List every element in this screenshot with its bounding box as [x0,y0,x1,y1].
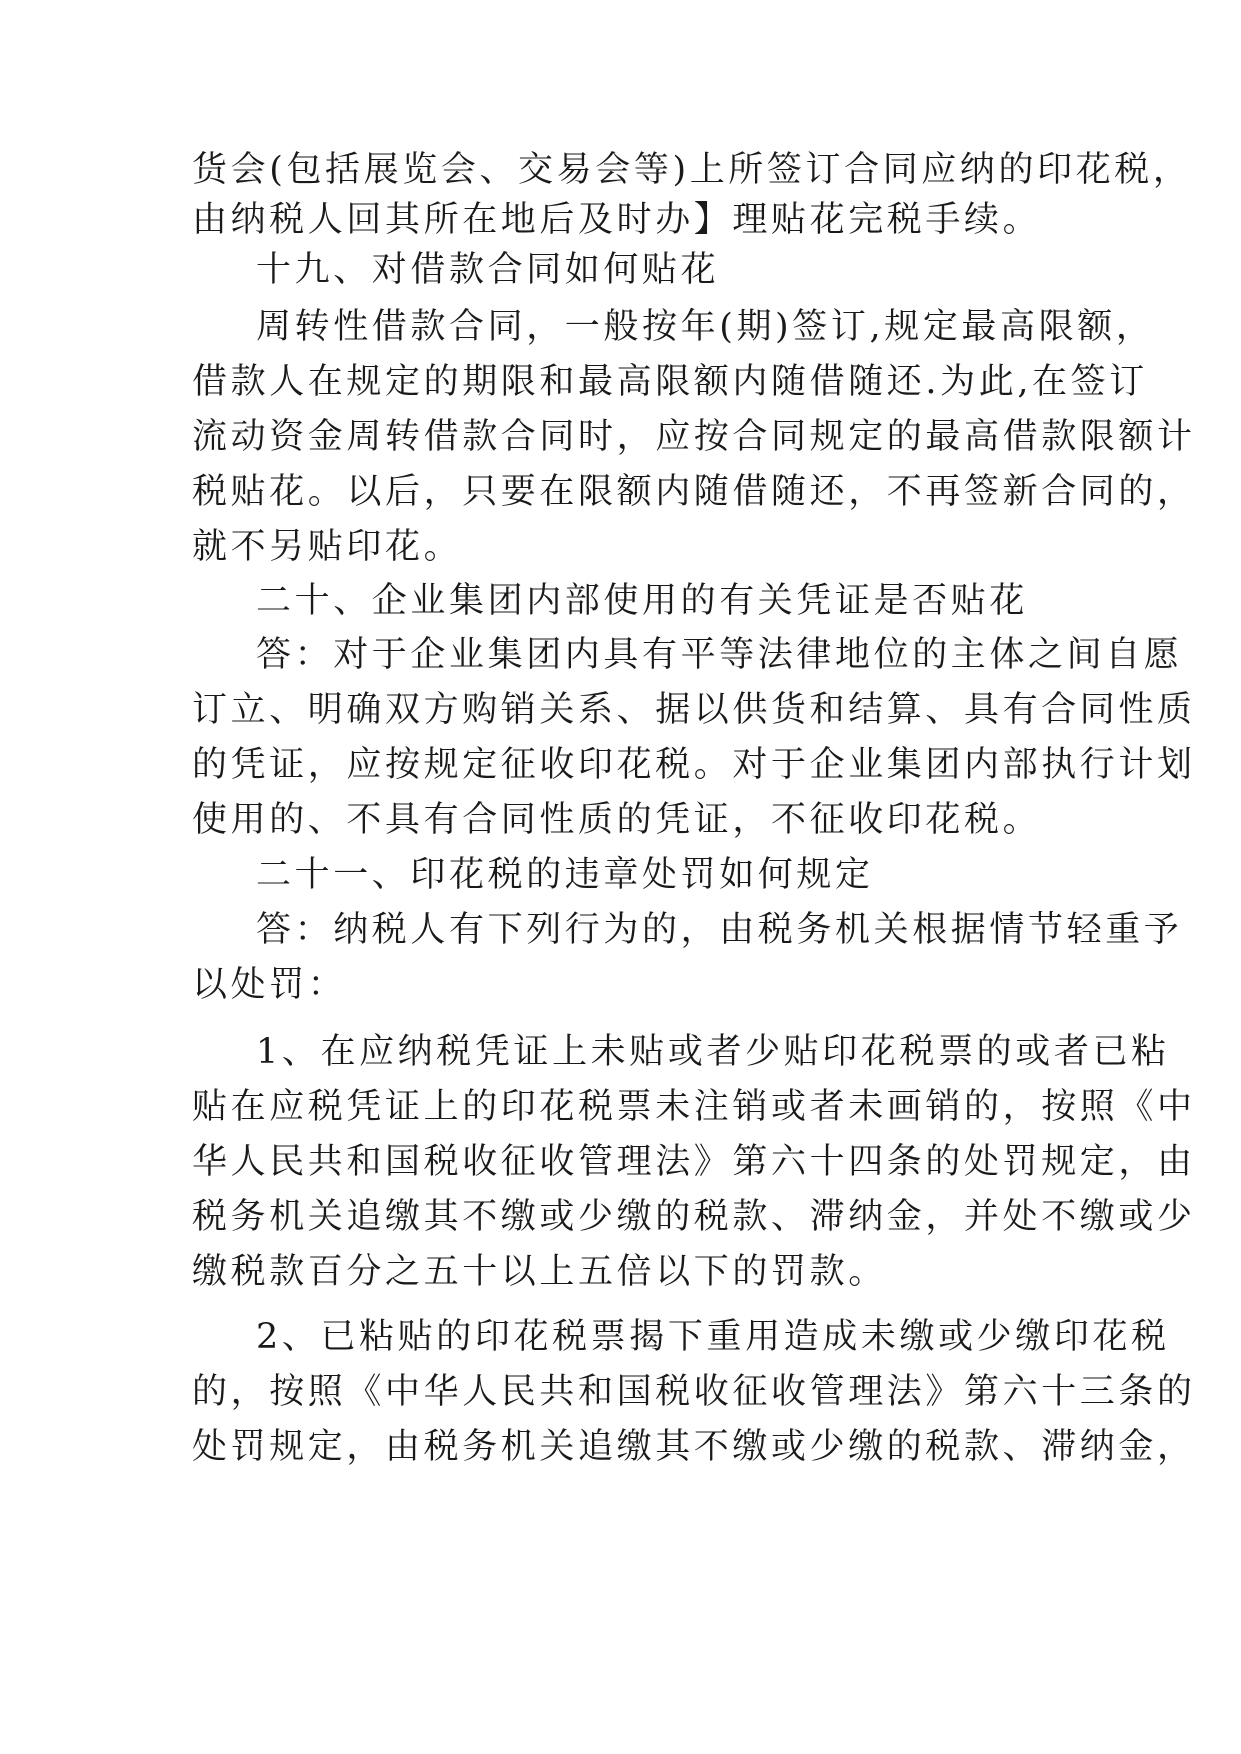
section-heading: 十九、对借款合同如何贴花 [256,250,720,290]
text-line: 由纳税人回其所在地后及时办】理贴花完税手续。 [192,200,1042,240]
text-line: 借款人在规定的期限和最高限额内随借随还.为此,在签订 [192,362,1148,402]
text-line: 货会(包括展览会、交易会等)上所签订合同应纳的印花税， [192,150,1192,190]
text-line: 流动资金周转借款合同时，应按合同规定的最高借款限额计 [192,417,1196,457]
text-line: 税务机关追缴其不缴或少缴的税款、滞纳金，并处不缴或少 [192,1197,1196,1237]
text-line: 的凭证，应按规定征收印花税。对于企业集团内部执行计划 [192,745,1196,785]
text-line: 以处罚： [192,965,347,1005]
section-heading: 二十一、印花税的违章处罚如何规定 [256,855,874,895]
text-line: 1、在应纳税凭证上未贴或者少贴印花税票的或者已粘 [256,1032,1170,1072]
text-line: 贴在应税凭证上的印花税票未注销或者未画销的，按照《中 [192,1087,1196,1127]
text-line: 的，按照《中华人民共和国税收征收管理法》第六十三条的 [192,1372,1196,1412]
section-heading: 二十、企业集团内部使用的有关凭证是否贴花 [256,581,1029,621]
text-line: 答：对于企业集团内具有平等法律地位的主体之间自愿 [256,635,1183,675]
text-line: 周转性借款合同，一般按年(期)签订,规定最高限额， [256,307,1155,347]
text-line: 缴税款百分之五十以上五倍以下的罚款。 [192,1252,887,1292]
text-line: 华人民共和国税收征收管理法》第六十四条的处罚规定，由 [192,1142,1196,1182]
text-line: 订立、明确双方购销关系、据以供货和结算、具有合同性质 [192,690,1196,730]
text-line: 税贴花。以后，只要在限额内随借随还，不再签新合同的， [192,472,1196,512]
text-line: 答：纳税人有下列行为的，由税务机关根据情节轻重予 [256,910,1183,950]
text-line: 处罚规定，由税务机关追缴其不缴或少缴的税款、滞纳金， [192,1427,1196,1467]
text-line: 使用的、不具有合同性质的凭证，不征收印花税。 [192,800,1042,840]
text-line: 2、已粘贴的印花税票揭下重用造成未缴或少缴印花税 [256,1317,1170,1357]
text-line: 就不另贴印花。 [192,527,463,567]
